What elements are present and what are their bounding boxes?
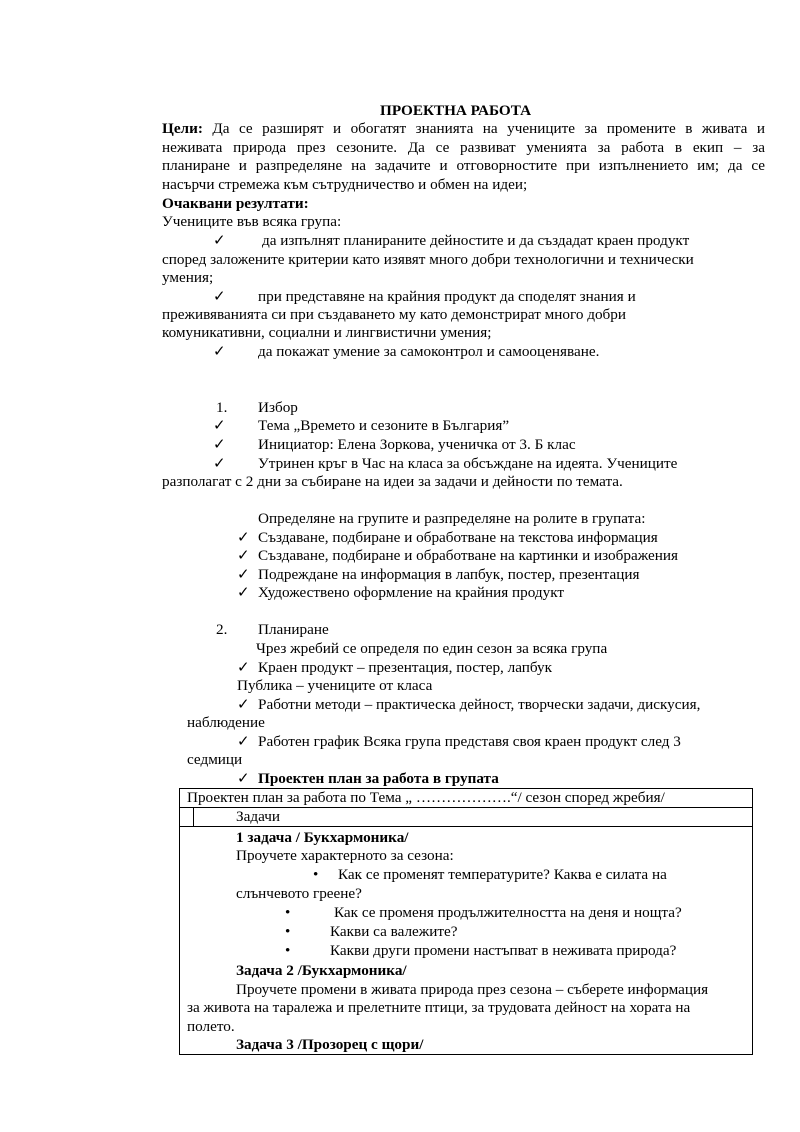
checkmark-icon: ✓ (237, 734, 250, 750)
checkmark-icon: ✓ (213, 418, 226, 434)
groups-heading: Определяне на групите и разпределяне на ролите в групата: (258, 510, 646, 527)
checkmark-icon: ✓ (237, 548, 250, 564)
goals-label: Цели: (162, 120, 203, 137)
section-1-morning-a: Утринен кръг в Час на класа за обсъждане на идеята. Учениците (258, 455, 678, 472)
results-item-3: да покажат умение за самоконтрол и самооценяване. (258, 343, 600, 360)
table-column-divider (193, 808, 194, 826)
product-text: Краен продукт – презентация, постер, лапбук (258, 659, 553, 676)
results-item-2b: преживяванията си при създаването му като демонстрират много добри (162, 306, 626, 323)
bullet-icon: • (285, 904, 291, 921)
task-1-question-3: Какви са валежите? (330, 923, 458, 940)
results-intro: Учениците във всяка група: (162, 213, 342, 230)
task-2-line-c: полето. (187, 1018, 235, 1035)
bullet-icon: • (313, 866, 319, 883)
checkmark-icon: ✓ (237, 567, 250, 583)
page-title: ПРОЕКТНА РАБОТА (380, 102, 532, 119)
results-item-1c: умения; (162, 269, 214, 286)
schedule-text-b: седмици (187, 751, 243, 768)
results-item-2c: комуникативни, социални и лингвистични умения; (162, 324, 492, 341)
checkmark-icon: ✓ (213, 344, 226, 360)
checkmark-icon: ✓ (237, 585, 250, 601)
checkmark-icon: ✓ (237, 771, 250, 787)
section-1-morning-b: разполагат с 2 дни за събиране на идеи за задачи и дейности по темата. (162, 473, 623, 490)
task-1-intro: Проучете характерното за сезона: (236, 847, 454, 864)
schedule-text-a: Работен график Всяка група представя своя краен продукт след 3 (258, 733, 681, 750)
checkmark-icon: ✓ (213, 289, 226, 305)
audience-text: Публика – учениците от класа (237, 677, 433, 694)
task-1-question-1b: слънчевото греене? (236, 885, 362, 902)
goals-line-1: Цели: Да се разширят и обогатят знанията на учениците за промените в живата и (162, 120, 765, 137)
table-column-label: Задачи (236, 808, 280, 825)
checkmark-icon: ✓ (213, 456, 226, 472)
goals-line-2: неживата природа през сезоните. Да се развиват уменията за работа в екип – за (162, 138, 765, 156)
checkmark-icon: ✓ (213, 437, 226, 453)
section-1-number: 1. (216, 399, 228, 416)
checkmark-icon: ✓ (237, 660, 250, 676)
task-2-title: Задача 2 /Букхармоника/ (236, 962, 407, 979)
checkmark-icon: ✓ (237, 530, 250, 546)
results-item-1b: според заложените критерии като изявят много добри технологични и технически (162, 251, 694, 268)
checkmark-icon: ✓ (213, 233, 226, 249)
task-1-question-1a: Как се променят температурите? Каква е силата на (338, 866, 667, 883)
bullet-icon: • (285, 942, 291, 959)
task-1-question-2: Как се променя продължителността на деня и нощта? (334, 904, 682, 921)
task-1-question-4: Какви други промени настъпват в неживата природа? (330, 942, 677, 959)
section-1-initiator: Инициатор: Елена Зоркова, ученичка от 3. Б клас (258, 436, 576, 453)
results-label: Очаквани резултати: (162, 195, 309, 212)
table-header: Проектен план за работа по Тема „ ……………….“/ сезон според жребия/ (187, 789, 665, 806)
plan-heading: Проектен план за работа в групата (258, 770, 499, 787)
goals-line-4: насърчи стремежа към сътрудничество и обмен на идеи; (162, 176, 528, 193)
methods-text-b: наблюдение (187, 714, 265, 731)
section-2-heading: Планиране (258, 621, 329, 638)
checkmark-icon: ✓ (237, 697, 250, 713)
bullet-icon: • (285, 923, 291, 940)
task-1-title: 1 задача / Букхармоника/ (236, 829, 409, 846)
goals-paragraph (162, 120, 765, 176)
role-item: Подреждане на информация в лапбук, постер, презентация (258, 566, 640, 583)
role-item: Художествено оформление на крайния продукт (258, 584, 565, 601)
results-item-1a: да изпълнят планираните дейностите и да създадат краен продукт (262, 232, 690, 249)
section-1-heading: Избор (258, 399, 298, 416)
section-2-number: 2. (216, 621, 228, 638)
task-2-line-b: за живота на таралежа и прелетните птици, за трудовата дейност на хората на (187, 999, 691, 1016)
section-1-topic: Тема „Времето и сезоните в България” (258, 417, 510, 434)
lottery-text: Чрез жребий се определя по един сезон за всяка група (256, 640, 608, 657)
task-3-title: Задача 3 /Прозорец с щори/ (236, 1036, 424, 1053)
methods-text-a: Работни методи – практическа дейност, творчески задачи, дискусия, (258, 696, 701, 713)
role-item: Създаване, подбиране и обработване на текстова информация (258, 529, 658, 546)
results-item-2a: при представяне на крайния продукт да споделят знания и (258, 288, 636, 305)
role-item: Създаване, подбиране и обработване на картинки и изображения (258, 547, 678, 564)
goals-line-3: планиране и разпределяне на задачите и отговорностите при изпълнението им; да се (162, 157, 765, 175)
task-2-line-a: Проучете промени в живата природа през сезона – съберете информация (236, 981, 709, 998)
